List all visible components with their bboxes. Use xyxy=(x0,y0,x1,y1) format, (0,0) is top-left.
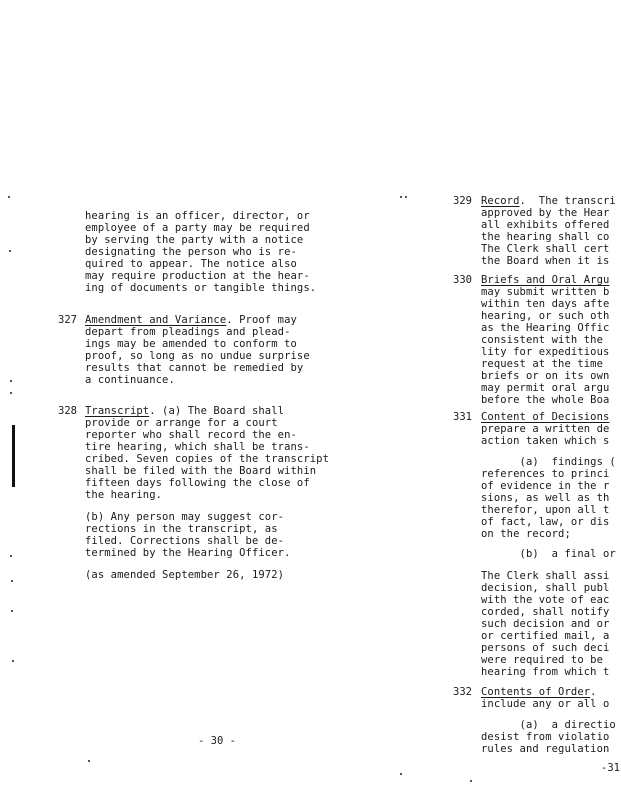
text-line: all exhibits offered xyxy=(481,219,610,231)
section-text: . Proof may xyxy=(226,314,297,326)
text-line: consistent with the xyxy=(481,334,604,346)
text-line: by serving the party with a notice xyxy=(85,234,304,246)
text-line: rules and regulation xyxy=(481,743,610,755)
scan-speck xyxy=(400,196,402,198)
text-line: shall be filed with the Board within xyxy=(85,465,317,477)
section-heading: Record xyxy=(481,195,520,207)
text-line: within ten days afte xyxy=(481,298,610,310)
section-heading: Amendment and Variance xyxy=(85,314,227,326)
text-line: tire hearing, which shall be trans- xyxy=(85,441,310,453)
text-line: therefor, upon all t xyxy=(481,504,610,516)
text-line: the Board when it is xyxy=(481,255,610,267)
section-text: . (a) The Board shall xyxy=(149,405,285,417)
text-line: (b) a final or xyxy=(481,548,616,560)
text-line: ings may be amended to conform to xyxy=(85,338,297,350)
scan-speck xyxy=(10,380,12,382)
section-text: . The transcri xyxy=(519,195,616,207)
section-number: 331 xyxy=(453,411,472,423)
text-line: may submit written b xyxy=(481,286,610,298)
text-line: cribed. Seven copies of the transcript xyxy=(85,453,330,465)
text-line: approved by the Hear xyxy=(481,207,610,219)
section-number: 327 xyxy=(58,314,77,326)
text-line: termined by the Hearing Officer. xyxy=(85,547,291,559)
text-line: as the Hearing Offic xyxy=(481,322,610,334)
text-line: of fact, law, or dis xyxy=(481,516,610,528)
section-first-line xyxy=(85,405,284,417)
amendment-note: (as amended September 26, 1972) xyxy=(85,569,285,581)
text-line: hearing from which t xyxy=(481,666,610,678)
section-first-line xyxy=(481,686,597,698)
text-line: ing of documents or tangible things. xyxy=(85,282,317,294)
text-line: such decision and or xyxy=(481,618,610,630)
text-line: reporter who shall record the en- xyxy=(85,429,297,441)
text-line: request at the time xyxy=(481,358,604,370)
text-line: prepare a written de xyxy=(481,423,610,435)
scan-speck xyxy=(470,780,472,782)
text-line: a continuance. xyxy=(85,374,175,386)
section-text: . xyxy=(590,686,597,698)
section-first-line xyxy=(85,314,297,326)
text-line: depart from pleadings and plead- xyxy=(85,326,291,338)
text-line: before the whole Boa xyxy=(481,394,610,406)
page-number: -31 xyxy=(601,762,620,774)
text-line: results that cannot be remedied by xyxy=(85,362,304,374)
section-number: 328 xyxy=(58,405,77,417)
page-number: - 30 - xyxy=(198,735,236,747)
text-line: on the record; xyxy=(481,528,571,540)
text-line: rections in the transcript, as xyxy=(85,523,278,535)
scan-speck xyxy=(8,196,10,198)
section-first-line xyxy=(481,195,616,207)
text-line: lity for expeditious xyxy=(481,346,610,358)
text-line: were required to be xyxy=(481,654,604,666)
section-heading: Briefs and Oral Argu xyxy=(481,274,610,286)
text-line: The Clerk shall assi xyxy=(481,570,610,582)
scan-edge-mark xyxy=(12,425,15,487)
text-line: include any or all o xyxy=(481,698,610,710)
text-line: may require production at the hear- xyxy=(85,270,310,282)
text-line: quired to appear. The notice also xyxy=(85,258,297,270)
text-line: with the vote of eac xyxy=(481,594,610,606)
text-line: hearing is an officer, director, or xyxy=(85,210,310,222)
text-line: briefs or on its own xyxy=(481,370,610,382)
text-line: proof, so long as no undue surprise xyxy=(85,350,310,362)
text-line: the hearing. xyxy=(85,489,163,501)
scan-speck xyxy=(400,773,402,775)
scan-speck xyxy=(10,555,12,557)
text-line: provide or arrange for a court xyxy=(85,417,278,429)
text-line: filed. Corrections shall be de- xyxy=(85,535,285,547)
section-first-line xyxy=(481,274,609,286)
text-line: sions, as well as th xyxy=(481,492,610,504)
scan-speck xyxy=(9,250,11,252)
scan-speck xyxy=(11,610,13,612)
scan-speck xyxy=(12,660,14,662)
text-line: (b) Any person may suggest cor- xyxy=(85,511,285,523)
text-line: designating the person who is re- xyxy=(85,246,297,258)
section-number: 330 xyxy=(453,274,472,286)
text-line: (a) findings ( xyxy=(481,456,616,468)
text-line: action taken which s xyxy=(481,435,610,447)
section-first-line xyxy=(481,411,609,423)
scan-speck xyxy=(88,760,90,762)
text-line: decision, shall publ xyxy=(481,582,610,594)
section-heading: Transcript xyxy=(85,405,150,417)
section-heading: Contents of Order xyxy=(481,686,591,698)
text-line: (a) a directio xyxy=(481,719,616,731)
text-line: may permit oral argu xyxy=(481,382,610,394)
text-line: employee of a party may be required xyxy=(85,222,310,234)
text-line: persons of such deci xyxy=(481,642,610,654)
text-line: references to princi xyxy=(481,468,610,480)
scan-speck xyxy=(11,580,13,582)
scan-speck xyxy=(405,196,407,198)
section-number: 329 xyxy=(453,195,472,207)
section-number: 332 xyxy=(453,686,472,698)
text-line: corded, shall notify xyxy=(481,606,610,618)
text-line: of evidence in the r xyxy=(481,480,610,492)
scan-speck xyxy=(10,392,12,394)
text-line: desist from violatio xyxy=(481,731,610,743)
text-line: hearing, or such oth xyxy=(481,310,610,322)
text-line: fifteen days following the close of xyxy=(85,477,310,489)
text-line: the hearing shall co xyxy=(481,231,610,243)
section-heading: Content of Decisions xyxy=(481,411,610,423)
text-line: The Clerk shall cert xyxy=(481,243,610,255)
text-line: or certified mail, a xyxy=(481,630,610,642)
